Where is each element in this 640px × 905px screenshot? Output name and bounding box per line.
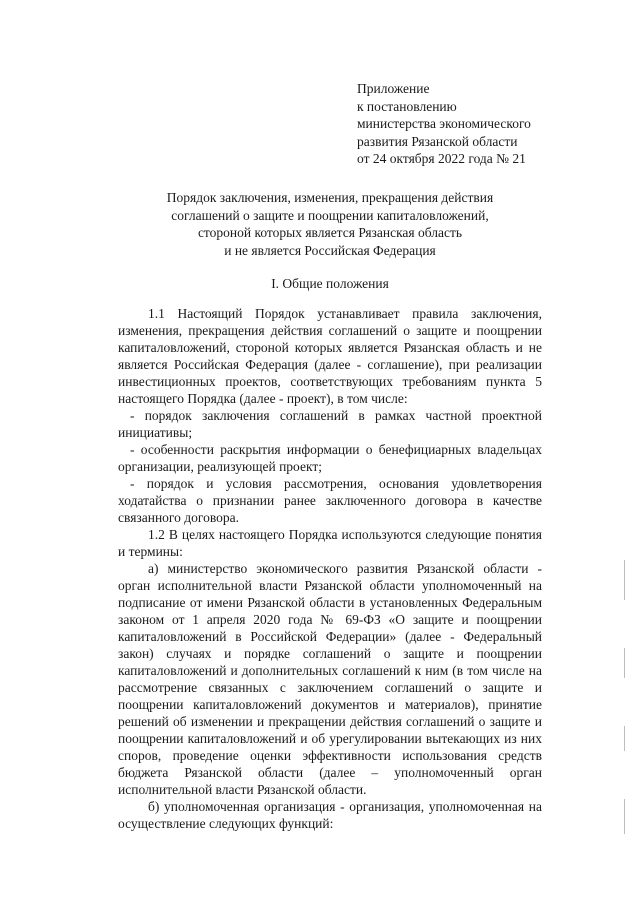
title-line: стороной которых является Рязанская область	[197, 225, 463, 240]
definition-item-a: а) министерство экономического развития Рязанской области - орган исполнительной власти Рязанской области уполномоченный на подписание от имени Рязанской области в установленных Федеральным законом от 1 апреля 2020 года № 69-ФЗ «О защите и поощрении капиталовложений в Российской Федерации» (далее - Федеральный закон) случаях и порядке соглашений о защите и поощрении капиталовложений и дополнительных соглашений к ним (в том числе на рассмотрение связанных с заключением соглашений о защите и поощрении капиталовложений документов и материалов), принятие решений об изменении и прекращении действия соглашений о защите и поощрении капиталовложений и об урегулировании вытекающих из них споров, проведение оценки эффективности использования средств бюджета Рязанской области (далее – уполномоченный орган исполнительной власти Рязанской области.	[118, 561, 542, 797]
title-line: Порядок заключения, изменения, прекращения действия	[166, 190, 494, 205]
title-line: соглашений о защите и поощрении капиталовложений,	[171, 207, 489, 223]
bullet-item: - порядок заключения соглашений в рамках частной проектной инициативы;	[118, 408, 542, 440]
appendix-line: к постановлению	[357, 98, 457, 114]
section-heading: I. Общие положения	[271, 276, 389, 291]
appendix-line: министерства экономического	[357, 116, 531, 131]
bullet-item: - порядок и условия рассмотрения, основания удовлетворения ходатайства о признании ранее заключенного договора в качестве связанного договора.	[118, 476, 542, 525]
appendix-line: развития Рязанской области	[357, 133, 518, 149]
appendix-line: от 24 октября 2022 года № 21	[357, 151, 526, 166]
paragraph-1-1: 1.1 Настоящий Порядок устанавливает правила заключения, изменения, прекращения действия соглашений о защите и поощрении капиталовложений, стороной которых является Рязанская область и не является Российская Федерация (далее - соглашение), при реализации инвестиционных проектов, соответствующих требованиям пункта 5 настоящего Порядка (далее - проект), в том числе:	[118, 306, 542, 406]
scan-edge-marks	[624, 560, 626, 890]
paragraph-1-2: 1.2 В целях настоящего Порядка используются следующие понятия и термины:	[118, 527, 542, 559]
definition-item-b: б) уполномоченная организация - организация, уполномоченная на осуществление следующих функций:	[118, 799, 542, 831]
document-title	[95, 189, 565, 259]
appendix-block	[357, 80, 597, 168]
document-body	[118, 305, 542, 832]
bullet-item: - особенности раскрытия информации о бенефициарных владельцах организации, реализующей проект;	[118, 442, 542, 474]
appendix-line: Приложение	[357, 81, 430, 96]
title-line: и не является Российская Федерация	[224, 242, 436, 258]
